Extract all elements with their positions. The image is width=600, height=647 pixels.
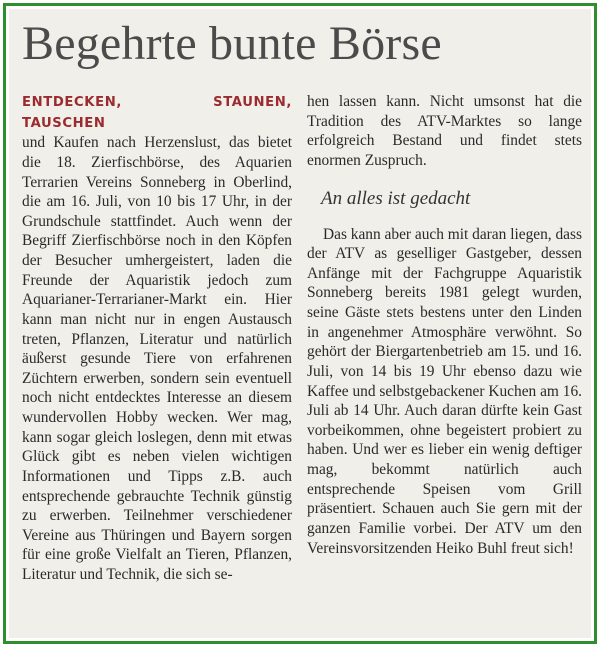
right-bottom-paragraph: Das kann aber auch mit daran liegen, dass der ATV as geselliger Gastgeber, dessen Anfänge mit der Fachgruppe Aquaristik Sonneberg bereits 1981 gelegt wurden, seine Gäste stets bestens unter den Linden in angenehmer Atmosphäre verwöhnt. So gehört der Biergartenbetrieb am 15. und 16. Juli, von 14 bis 19 Uhr ebenso dazu wie Kaffee und selbstgebackener Kuchen am 16. Juli ab 14 Uhr. Auch daran dürfte kein Gast vorbeikommen, ohne begeistert probiert zu haben. Und wer es lieber ein wenig deftiger mag, bekommt natürlich auch entsprechende Speisen vom Grill präsentiert. Schauen auch Sie gern mit der ganzen Familie vorbei. Der ATV um den Vereinsvorsitzenden Heiko Buhl freut sich! (307, 225, 582, 557)
right-column (307, 92, 582, 558)
article-headline: Begehrte bunte Börse (22, 17, 442, 70)
left-paragraph (22, 92, 292, 585)
article-subheading: An alles ist gedacht (321, 187, 471, 209)
article-kicker: ENTDECKEN, STAUNEN, TAUSCHEN (22, 95, 292, 131)
right-top-paragraph: hen lassen kann. Nicht umsonst hat die Tradition des ATV-Marktes so lange erfolgreich Bestand und findet stets enormen Zuspruch. (307, 93, 582, 169)
left-body-text: und Kaufen nach Herzenslust, das bietet die 18. Zierfischbörse, des Aquarien Terrarien Vereins Sonneberg in Oberlind, die am 16. Juli, von 10 bis 17 Uhr, in der Grundschule stattfindet. Auch wenn der Begriff Zierfischbörse noch in den Köpfen der Besucher umhergeistert, laden die Freunde der Aquaristik jedoch zum Aquarianer-Terrarianer-Markt ein. Hier kann man nicht nur in engen Austausch treten, Pflanzen, Literatur und natürlich äußerst gesunde Tiere von erfahrenen Züchtern erwerben, sondern sein eventuell noch nicht entdecktes Interesse an diesem wundervollen Hobby wecken. Wer mag, kann sogar gleich loslegen, denn mit etwas Glück gibt es neben vielen wichtigen Informationen und Tipps z.B. auch entsprechende gebrauchte Technik günstig zu erwerben. Teilnehmer verschiedener Vereine aus Thüringen und Bayern sorgen für eine große Vielfalt an Tieren, Pflanzen, Literatur und Technik, die sich se- (22, 134, 292, 583)
left-column (22, 92, 292, 585)
